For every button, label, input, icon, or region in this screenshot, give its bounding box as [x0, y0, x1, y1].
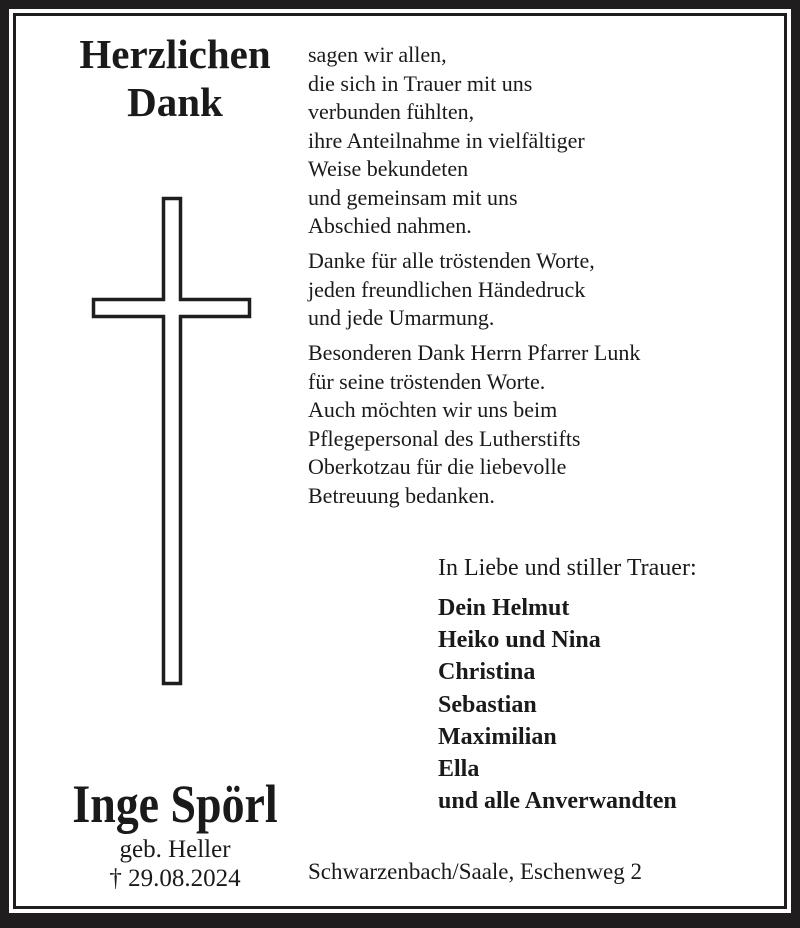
mourner-name: Maximilian — [438, 723, 557, 750]
mourner-name: Sebastian — [438, 691, 537, 718]
heading-line-1: Herzlichen — [79, 31, 271, 77]
text-line: Oberkotzau für die liebevolle — [308, 454, 567, 479]
mourners-list — [438, 592, 677, 817]
mourners-intro: In Liebe und stiller Trauer: — [438, 555, 697, 581]
paragraph-2 — [308, 247, 595, 333]
text-line: sagen wir allen, — [308, 42, 447, 67]
cross-icon — [88, 194, 258, 690]
text-line: und jede Umarmung. — [308, 305, 495, 330]
text-line: Danke für alle tröstenden Worte, — [308, 248, 595, 273]
text-line: Pflegepersonal des Lutherstifts — [308, 425, 581, 451]
paragraph-1 — [308, 41, 585, 241]
mourner-name: Christina — [438, 659, 536, 686]
paragraph-3 — [308, 339, 640, 510]
text-line: Weise bekundeten — [308, 156, 469, 181]
mourner-name: und alle Anverwandten — [438, 788, 677, 815]
text-line: Auch möchten wir uns beim — [308, 397, 558, 422]
text-line: Besonderen Dank Herrn Pfarrer Lunk — [308, 340, 641, 365]
mourner-name: Dein Helmut — [438, 595, 570, 621]
text-line: für seine tröstenden Worte. — [308, 368, 546, 394]
text-line: ihre Anteilnahme in vielfältiger — [308, 127, 585, 153]
text-line: Betreuung bedanken. — [308, 482, 495, 508]
deceased-death-date: † 29.08.2024 — [109, 865, 241, 892]
text-line: Abschied nahmen. — [308, 213, 472, 238]
text-line: verbunden fühlten, — [308, 99, 475, 124]
mourner-name: Ella — [438, 756, 480, 783]
deceased-maiden-name: geb. Heller — [119, 836, 231, 863]
heading-line-2: Dank — [127, 79, 223, 125]
text-line: die sich in Trauer mit uns — [308, 70, 533, 96]
mourner-name: Heiko und Nina — [438, 627, 601, 654]
text-line: jeden freundlichen Händedruck — [308, 276, 586, 302]
deceased-name: Inge Spörl — [72, 774, 278, 834]
text-line: und gemeinsam mit uns — [308, 184, 518, 210]
address: Schwarzenbach/Saale, Eschenweg 2 — [308, 859, 642, 884]
